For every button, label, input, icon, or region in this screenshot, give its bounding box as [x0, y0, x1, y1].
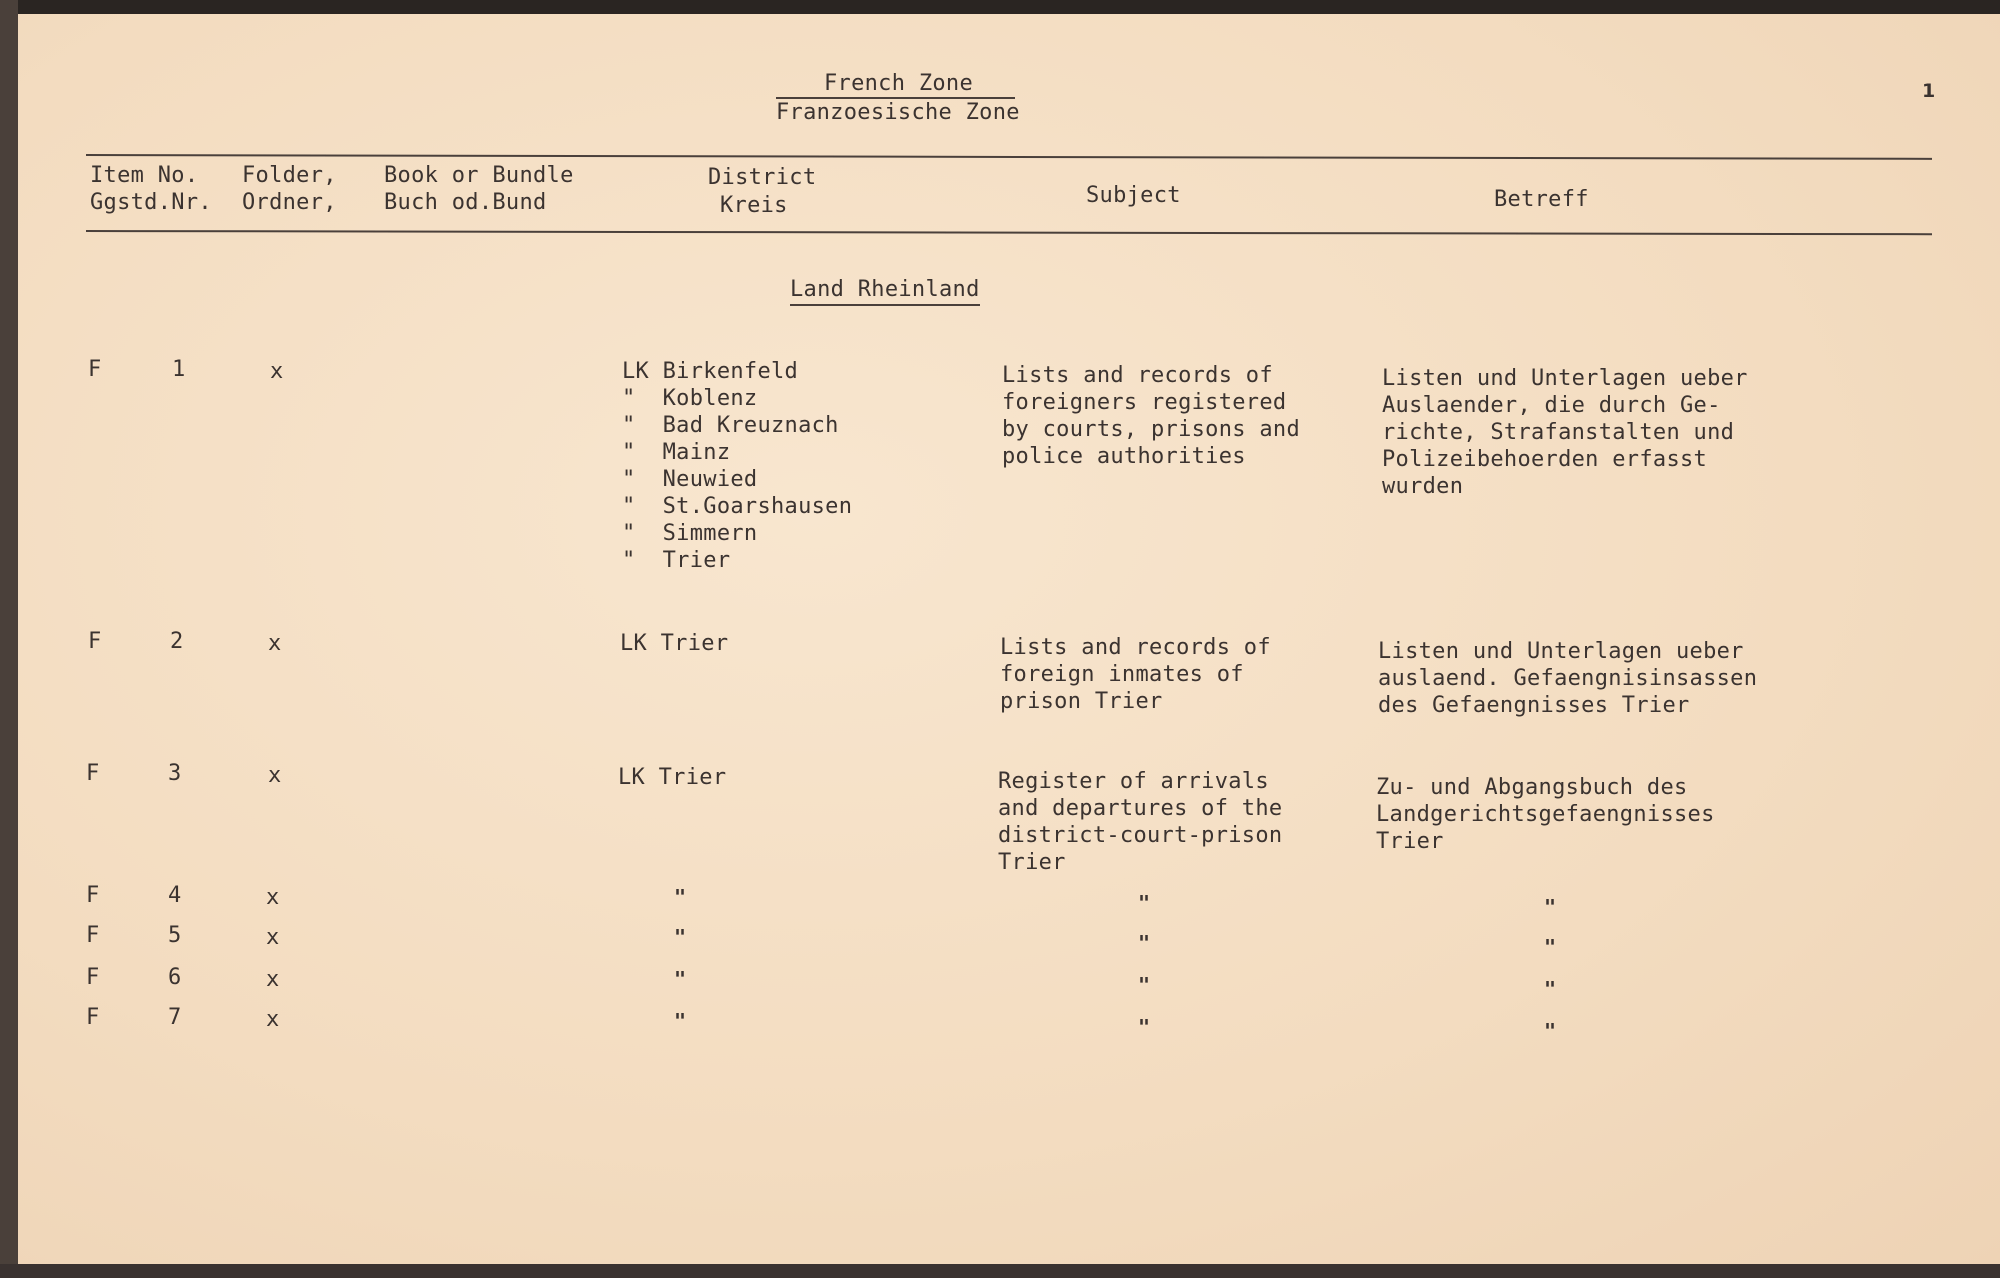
entry-betreff: richte, Strafanstalten und	[1382, 420, 1735, 445]
entry-district: LK Birkenfeld	[622, 359, 799, 384]
header-rule-top	[86, 154, 1932, 160]
col-header-book-en: Book or Bundle	[384, 163, 574, 188]
entry-subject: police authorities	[1002, 444, 1246, 469]
entry-betreff: wurden	[1382, 474, 1464, 499]
entry-district: " Koblenz	[622, 386, 758, 411]
entry-betreff: Zu- und Abgangsbuch des	[1376, 775, 1688, 800]
entry-subject: Trier	[998, 850, 1066, 875]
entry-subject: Lists and records of	[1000, 635, 1271, 660]
entry-prefix: F	[88, 629, 102, 654]
entry-district: " Neuwied	[622, 467, 758, 492]
entry-number: 1	[172, 357, 186, 382]
entry-number: 5	[168, 923, 182, 948]
ditto-mark: "	[1544, 935, 1557, 959]
ditto-mark: "	[1138, 1015, 1151, 1039]
document-page	[18, 14, 2000, 1264]
entry-folder-mark: x	[266, 925, 280, 950]
entry-betreff: Listen und Unterlagen ueber	[1382, 366, 1748, 391]
entry-subject: prison Trier	[1000, 689, 1163, 714]
ditto-mark: "	[1138, 931, 1151, 955]
entry-subject: foreigners registered	[1002, 390, 1287, 415]
scan-bottom-edge	[0, 1264, 2000, 1278]
col-header-district-en: District	[708, 165, 817, 190]
entry-folder-mark: x	[268, 763, 282, 788]
entry-betreff: Auslaender, die durch Ge-	[1382, 393, 1721, 418]
ditto-mark: "	[1138, 891, 1151, 915]
entry-district: LK Trier	[618, 765, 727, 790]
entry-subject: by courts, prisons and	[1002, 417, 1300, 442]
zone-title-de: Franzoesische Zone	[776, 100, 1020, 125]
ditto-mark: "	[674, 925, 687, 949]
header-rule-bottom	[86, 230, 1932, 235]
entry-folder-mark: x	[268, 631, 282, 656]
ditto-mark: "	[674, 1009, 687, 1033]
entry-subject: and departures of the	[998, 796, 1283, 821]
entry-folder-mark: x	[266, 885, 280, 910]
col-header-district-de: Kreis	[720, 193, 788, 218]
col-header-item-de: Ggstd.Nr.	[90, 190, 212, 215]
page-number: 1	[1922, 80, 1936, 102]
binding-edge	[0, 0, 18, 1278]
entry-subject: Lists and records of	[1002, 363, 1273, 388]
entry-betreff: auslaend. Gefaengnisinsassen	[1378, 666, 1758, 691]
entry-prefix: F	[86, 883, 100, 908]
entry-subject: Register of arrivals	[998, 769, 1269, 794]
entry-district: " Mainz	[622, 440, 731, 465]
entry-number: 2	[170, 629, 184, 654]
entry-subject: district-court-prison	[998, 823, 1283, 848]
entry-district: " Simmern	[622, 521, 758, 546]
entry-betreff: Trier	[1376, 829, 1444, 854]
entry-prefix: F	[86, 1005, 100, 1030]
entry-number: 6	[168, 965, 182, 990]
entry-betreff: des Gefaengnisses Trier	[1378, 693, 1690, 718]
entry-number: 4	[168, 883, 182, 908]
entry-prefix: F	[86, 761, 100, 786]
entry-prefix: F	[86, 923, 100, 948]
zone-title-en: French Zone	[776, 70, 1015, 99]
col-header-subject: Subject	[1086, 183, 1181, 208]
entry-subject: foreign inmates of	[1000, 662, 1244, 687]
ditto-mark: "	[1544, 895, 1557, 919]
entry-betreff: Polizeibehoerden erfasst	[1382, 447, 1708, 472]
col-header-betreff: Betreff	[1494, 187, 1589, 212]
ditto-mark: "	[1544, 977, 1557, 1001]
entry-district: LK Trier	[620, 631, 729, 656]
entry-betreff: Landgerichtsgefaengnisses	[1376, 802, 1715, 827]
ditto-mark: "	[674, 967, 687, 991]
ditto-mark: "	[1544, 1019, 1557, 1043]
col-header-folder-de: Ordner,	[242, 190, 337, 215]
ditto-mark: "	[1138, 973, 1151, 997]
col-header-book-de: Buch od.Bund	[384, 190, 547, 215]
col-header-folder-en: Folder,	[242, 163, 337, 188]
ditto-mark: "	[674, 885, 687, 909]
entry-district: " Trier	[622, 548, 731, 573]
col-header-item-en: Item No.	[90, 163, 199, 188]
entry-folder-mark: x	[270, 359, 284, 384]
entry-number: 7	[168, 1005, 182, 1030]
entry-prefix: F	[88, 357, 102, 382]
entry-folder-mark: x	[266, 967, 280, 992]
entry-number: 3	[168, 761, 182, 786]
entry-betreff: Listen und Unterlagen ueber	[1378, 639, 1744, 664]
entry-district: " Bad Kreuznach	[622, 413, 839, 438]
entry-prefix: F	[86, 965, 100, 990]
entry-district: " St.Goarshausen	[622, 494, 853, 519]
section-title: Land Rheinland	[790, 276, 980, 306]
entry-folder-mark: x	[266, 1007, 280, 1032]
